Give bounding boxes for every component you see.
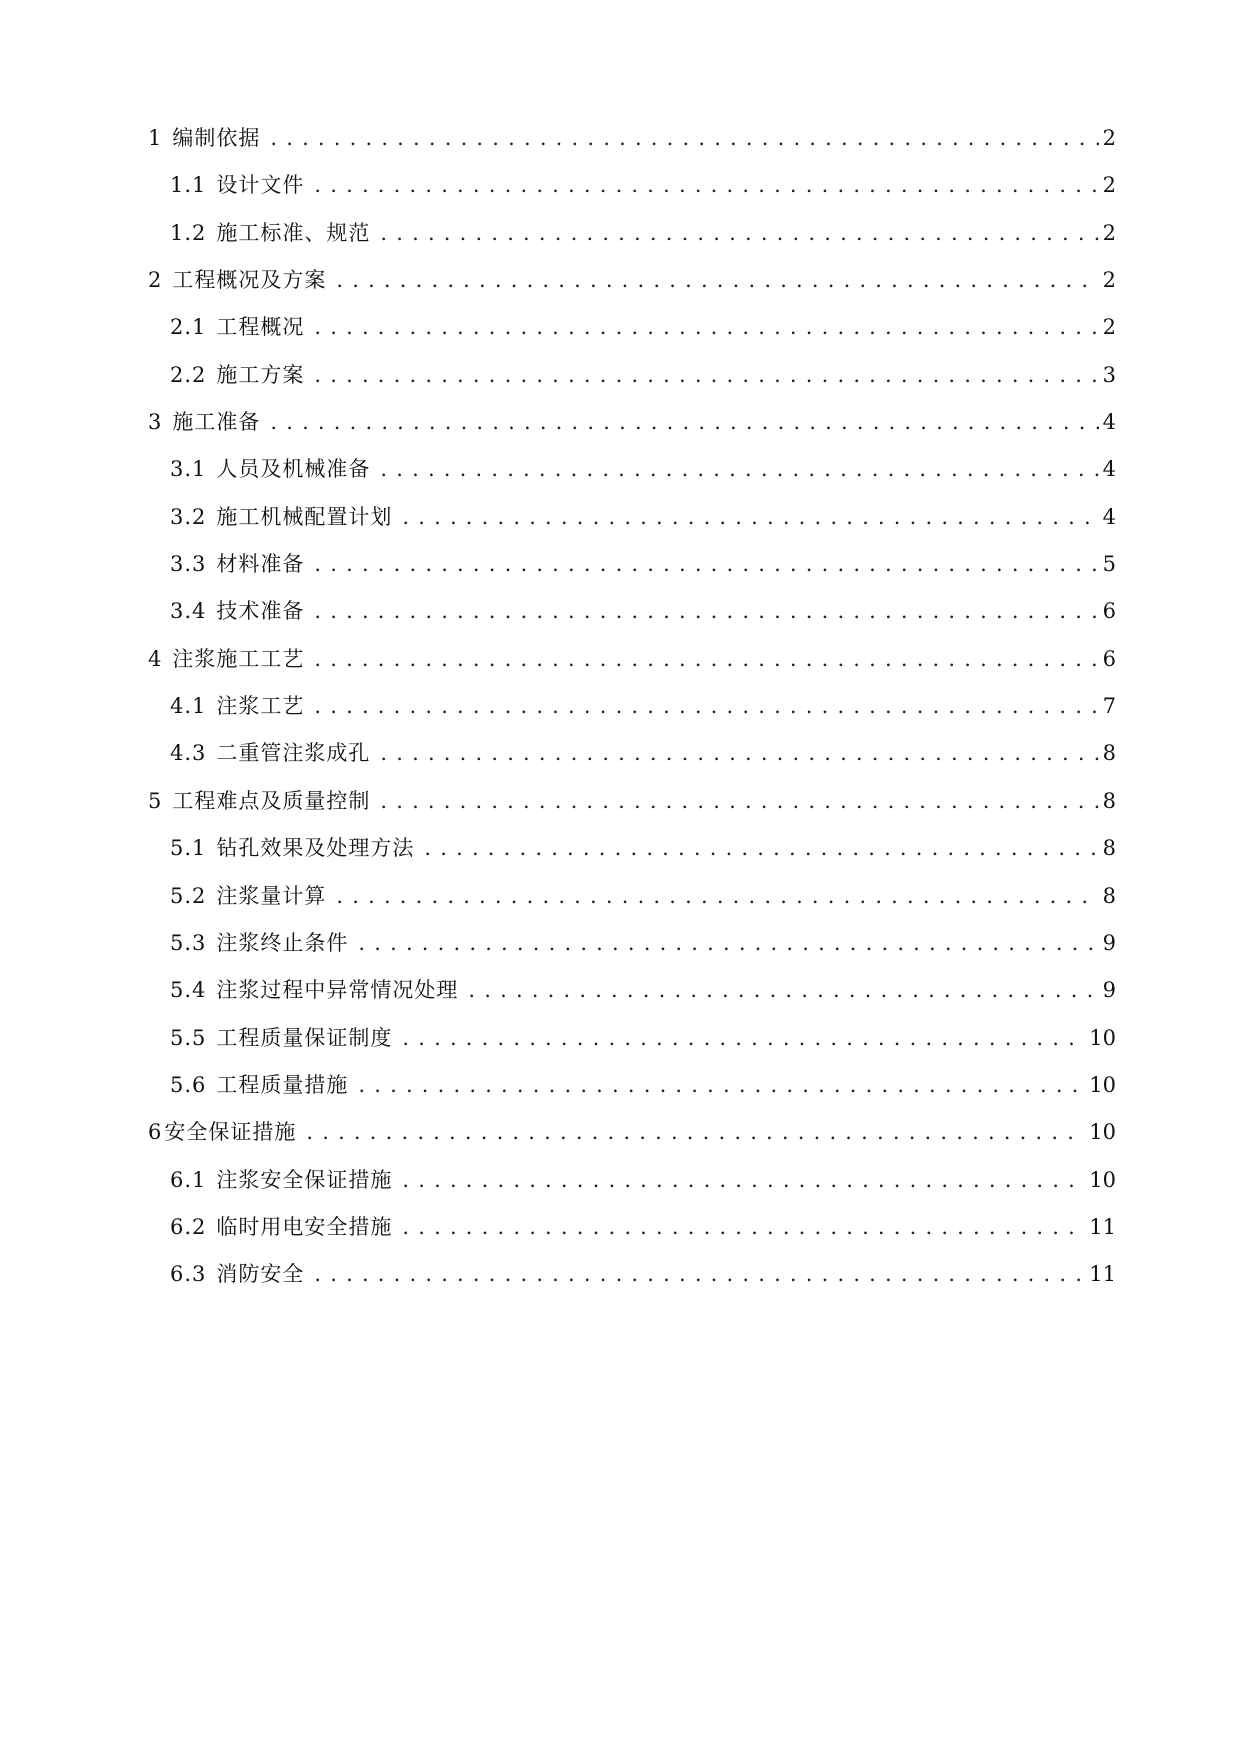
toc-entry-page: 4 — [1102, 504, 1116, 529]
toc-entry-title: 注浆工艺 — [216, 694, 305, 719]
toc-entry-page: 8 — [1102, 836, 1116, 861]
toc-entry[interactable] — [148, 115, 1116, 162]
toc-entry-title: 编制依据 — [172, 126, 261, 150]
toc-entry-page: 5 — [1102, 552, 1116, 577]
toc-dot-leader — [314, 541, 1098, 588]
toc-entry-number: 4 — [148, 646, 163, 671]
toc-entry[interactable] — [148, 967, 1116, 1014]
toc-entry[interactable] — [148, 920, 1116, 967]
toc-dot-leader — [402, 494, 1098, 541]
toc-entry[interactable] — [148, 1157, 1116, 1204]
toc-dot-leader — [358, 920, 1098, 967]
toc-dot-leader — [358, 1062, 1085, 1109]
toc-entry-title: 施工准备 — [172, 410, 261, 435]
toc-entry-title: 施工机械配置计划 — [216, 504, 393, 529]
toc-entry-number: 3.1 — [170, 457, 207, 482]
toc-dot-leader — [336, 873, 1098, 920]
toc-entry-number: 4.3 — [170, 741, 207, 766]
toc-dot-leader — [424, 825, 1098, 872]
toc-entry-title: 施工标准、规范 — [216, 220, 371, 245]
toc-dot-leader — [306, 1109, 1085, 1156]
toc-dot-leader — [314, 162, 1098, 209]
toc-entry-number: 1.2 — [170, 220, 207, 245]
toc-entry-page: 11 — [1089, 1262, 1116, 1287]
toc-entry[interactable] — [148, 588, 1116, 635]
toc-entry-page: 10 — [1089, 1167, 1116, 1192]
toc-entry-title: 注浆量计算 — [216, 883, 327, 908]
toc-dot-leader — [402, 1157, 1085, 1204]
toc-entry-title: 工程难点及质量控制 — [172, 788, 371, 813]
toc-entry[interactable] — [148, 162, 1116, 209]
toc-entry-title: 注浆过程中异常情况处理 — [216, 978, 459, 1003]
toc-entry[interactable] — [148, 210, 1116, 257]
toc-entry-number: 3.4 — [170, 599, 207, 624]
toc-dot-leader — [314, 352, 1098, 399]
toc-entry-page: 2 — [1102, 220, 1116, 245]
toc-entry-page: 10 — [1089, 1025, 1116, 1050]
table-of-contents — [148, 115, 1116, 1299]
toc-entry-page: 2 — [1102, 173, 1116, 198]
toc-entry[interactable] — [148, 1109, 1116, 1156]
toc-entry[interactable] — [148, 1251, 1116, 1298]
toc-dot-leader — [380, 778, 1098, 825]
toc-entry-number: 6 — [148, 1120, 163, 1145]
toc-dot-leader — [402, 1204, 1085, 1251]
toc-entry-title: 工程概况 — [216, 315, 305, 340]
toc-entry-title: 临时用电安全措施 — [216, 1214, 393, 1239]
toc-entry-number: 5.1 — [170, 836, 207, 861]
toc-entry-number: 5.4 — [170, 978, 207, 1003]
toc-dot-leader — [314, 683, 1098, 730]
toc-entry-number: 2.2 — [170, 362, 207, 387]
toc-entry[interactable] — [148, 1015, 1116, 1062]
toc-entry-page: 11 — [1089, 1214, 1116, 1239]
toc-entry-number: 5.5 — [170, 1025, 207, 1050]
toc-entry-title: 设计文件 — [216, 173, 305, 198]
toc-entry[interactable] — [148, 1062, 1116, 1109]
toc-entry-title: 技术准备 — [216, 599, 305, 624]
toc-entry[interactable] — [148, 446, 1116, 493]
toc-entry-page: 7 — [1102, 694, 1116, 719]
toc-entry-number: 3.2 — [170, 504, 207, 529]
toc-dot-leader — [380, 446, 1098, 493]
toc-entry-title: 注浆施工工艺 — [172, 646, 305, 671]
toc-entry-number: 5.2 — [170, 883, 207, 908]
toc-dot-leader — [380, 210, 1098, 257]
toc-entry-page: 10 — [1089, 1072, 1116, 1097]
toc-entry[interactable] — [148, 1204, 1116, 1251]
toc-entry-number: 5.6 — [170, 1072, 207, 1097]
toc-entry-page: 4 — [1102, 410, 1116, 435]
toc-entry-page: 2 — [1102, 315, 1116, 340]
toc-entry-number: 1 — [148, 126, 163, 150]
toc-entry-title: 工程质量保证制度 — [216, 1025, 393, 1050]
toc-dot-leader — [314, 1251, 1085, 1298]
toc-entry-page: 6 — [1102, 599, 1116, 624]
toc-entry-number: 2 — [148, 268, 163, 293]
toc-entry[interactable] — [148, 730, 1116, 777]
toc-entry-title: 施工方案 — [216, 362, 305, 387]
toc-dot-leader — [336, 257, 1098, 304]
toc-entry[interactable] — [148, 541, 1116, 588]
toc-entry-page: 9 — [1102, 978, 1116, 1003]
toc-entry-number: 1.1 — [170, 173, 207, 198]
toc-entry[interactable] — [148, 778, 1116, 825]
toc-entry-title: 钻孔效果及处理方法 — [216, 836, 415, 861]
toc-entry-title: 人员及机械准备 — [216, 457, 371, 482]
toc-entry-number: 6.1 — [170, 1167, 207, 1192]
toc-entry-number: 2.1 — [170, 315, 207, 340]
toc-entry-page: 3 — [1102, 362, 1116, 387]
toc-entry[interactable] — [148, 257, 1116, 304]
toc-dot-leader — [314, 588, 1098, 635]
toc-entry[interactable] — [148, 304, 1116, 351]
toc-entry-title: 消防安全 — [216, 1262, 305, 1287]
toc-entry[interactable] — [148, 494, 1116, 541]
toc-dot-leader — [402, 1015, 1085, 1062]
toc-entry[interactable] — [148, 352, 1116, 399]
toc-entry-number: 3.3 — [170, 552, 207, 577]
toc-entry-number: 4.1 — [170, 694, 207, 719]
toc-entry-title: 安全保证措施 — [164, 1120, 297, 1145]
toc-entry[interactable] — [148, 636, 1116, 683]
toc-entry[interactable] — [148, 873, 1116, 920]
toc-entry-title: 工程质量措施 — [216, 1072, 349, 1097]
toc-dot-leader — [380, 730, 1098, 777]
toc-entry-page: 6 — [1102, 646, 1116, 671]
toc-entry-page: 10 — [1089, 1120, 1116, 1145]
toc-entry-page: 4 — [1102, 457, 1116, 482]
toc-entry-page: 8 — [1102, 883, 1116, 908]
toc-entry-title: 材料准备 — [216, 552, 305, 577]
toc-dot-leader — [314, 636, 1098, 683]
toc-entry-page: 2 — [1102, 126, 1116, 150]
toc-dot-leader — [468, 967, 1098, 1014]
toc-entry-page: 2 — [1102, 268, 1116, 293]
toc-dot-leader — [314, 304, 1098, 351]
toc-entry-page: 8 — [1102, 788, 1116, 813]
toc-entry-number: 5.3 — [170, 930, 207, 955]
toc-entry[interactable] — [148, 683, 1116, 730]
toc-entry[interactable] — [148, 399, 1116, 446]
toc-dot-leader — [270, 399, 1098, 446]
toc-entry-title: 工程概况及方案 — [172, 268, 327, 293]
toc-entry-title: 二重管注浆成孔 — [216, 741, 371, 766]
toc-dot-leader — [270, 115, 1098, 162]
toc-entry-number: 5 — [148, 788, 163, 813]
toc-entry-number: 3 — [148, 410, 163, 435]
toc-entry-title: 注浆终止条件 — [216, 930, 349, 955]
toc-entry-number: 6.2 — [170, 1214, 207, 1239]
toc-entry-page: 9 — [1102, 930, 1116, 955]
toc-entry-title: 注浆安全保证措施 — [216, 1167, 393, 1192]
toc-entry[interactable] — [148, 825, 1116, 872]
toc-entry-page: 8 — [1102, 741, 1116, 766]
toc-entry-number: 6.3 — [170, 1262, 207, 1287]
